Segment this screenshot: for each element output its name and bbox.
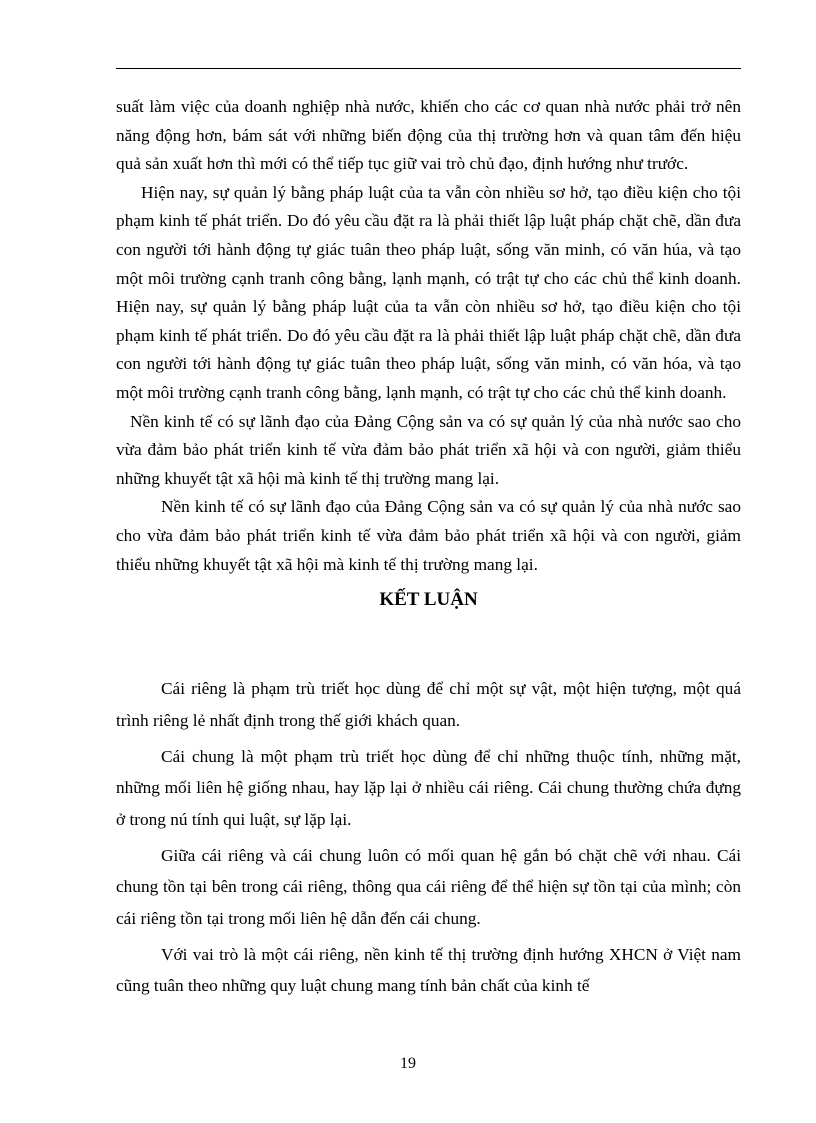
conclusion-section [116, 673, 741, 1006]
paragraph-party-leadership: Nền kinh tế có sự lãnh đạo của Đảng Cộng sản va có sự quản lý của nhà nước sao cho vừa đảm bảo phát triển kinh tế vừa đảm bảo phát triển xã hội và con người, giảm thiểu những khuyết tật xã hội mà kinh tế thị trường mang lại. [116, 411, 741, 488]
section-heading-conclusion: KẾT LUẬN [379, 589, 478, 611]
paragraph-party-leadership-repeat: Nền kinh tế có sự lãnh đạo của Đảng Cộng sản va có sự quản lý của nhà nước sao cho vừa đảm bảo phát triển kinh tế vừa đảm bảo phát triển xã hội và con người, giảm thiểu những khuyết tật xã hội mà kinh tế thị trường mang lại. [116, 497, 741, 574]
paragraph-law-management: Hiện nay, sự quản lý bằng pháp luật của ta vẫn còn nhiều sơ hở, tạo điều kiện cho tội phạm kinh tế phát triển. Do đó yêu cầu đặt ra là phải thiết lập luật pháp chặt chẽ, dần đưa con người tới hành động tự giác tuân theo pháp luật, sống văn minh, có văn húa, và tạo một môi trường cạnh tranh công bằng, lạnh mạnh, có trật tự cho các chủ thể kinh doanh. Hiện nay, sự quản lý bằng pháp luật của ta vẫn còn nhiều sơ hở, tạo điều kiện cho tội phạm kinh tế phát triển. Do đó yêu cầu đặt ra là phải thiết lập luật pháp chặt chẽ, dần đưa con người tới hành động tự giác tuân theo pháp luật, sống văn minh, có văn hóa, và tạo một môi trường cạnh tranh công bằng, lạnh mạnh, có trật tự cho các chủ thể kinh doanh. [116, 182, 741, 402]
page-number: 19 [400, 1055, 416, 1072]
conclusion-paragraph: Với vai trò là một cái riêng, nền kinh tế thị trường định hướng XHCN ở Việt nam cũng tuân theo những quy luật chung mang tính bản chất của kinh tế [116, 944, 741, 996]
conclusion-paragraph: Giữa cái riêng và cái chung luôn có mối quan hệ gắn bó chặt chẽ với nhau. Cái chung tồn tại bên trong cái riêng, thông qua cái riêng để thể hiện sự tồn tại của mình; còn cái riêng tồn tại trong mối liên hệ dẫn đến cái chung. [116, 845, 741, 928]
header-rule [116, 68, 741, 69]
conclusion-paragraph: Cái chung là một phạm trù triết học dùng để chỉ những thuộc tính, những mặt, những mối liên hệ giống nhau, hay lặp lại ở nhiều cái riêng. Cái chung thường chứa đựng ở trong nú tính qui luật, sự lặp lại. [116, 746, 741, 829]
conclusion-paragraph: Cái riêng là phạm trù triết học dùng để chỉ một sự vật, một hiện tượng, một quá trình riêng lẻ nhất định trong thế giới khách quan. [116, 679, 741, 730]
paragraph-continuation: suất làm việc của doanh nghiệp nhà nước, khiến cho các cơ quan nhà nước phải trở nên năng động hơn, bám sát với những biến động của thị trường hơn và quan tâm đến hiệu quả sản xuất hơn thì mới có thể tiếp tục giữ vai trò chủ đạo, định hướng như trước. [116, 97, 741, 174]
body-text [116, 93, 741, 611]
